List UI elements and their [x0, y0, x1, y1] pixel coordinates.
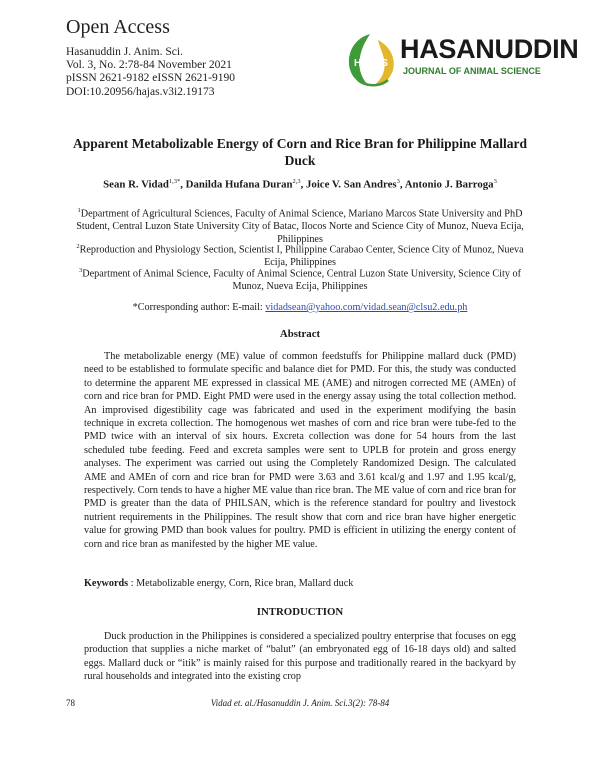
author-affiliation-marker: 1,3*: [168, 178, 181, 185]
keywords-line: [84, 578, 516, 589]
author-name: Sean R. Vidad: [103, 178, 169, 191]
affiliation-number: 2: [76, 243, 80, 250]
affiliation-text: Department of Animal Science, Faculty of Animal Science, Central Luzon State University, Science City of Munoz, Nueva Ecija, Philippines: [82, 268, 521, 293]
corresponding-email-link[interactable]: vidadsean@yahoo.com/vidad.sean@clsu2.edu.ph: [265, 302, 468, 313]
abstract-heading: Abstract: [279, 328, 321, 340]
affiliation-number: 3: [79, 267, 83, 274]
journal-short-name: Hasanuddin J. Anim. Sci.: [66, 46, 183, 58]
author-affiliation-marker: 2,3: [292, 178, 301, 185]
affiliation-number: 1: [77, 207, 81, 214]
introduction-heading: INTRODUCTION: [256, 606, 344, 618]
keywords-label: Keywords: [84, 578, 129, 589]
keywords-text: : Metabolizable energy, Corn, Rice bran, Mallard duck: [128, 578, 354, 589]
affiliation-3: [66, 265, 534, 294]
abstract-body: The metabolizable energy (ME) value of common feedstuffs for Philippine mallard duck (PMD) need to be established to formulate specific and balance diet for PMD. For this, the study was conducted to determine the apparent ME expressed in classical ME (AME) and nitrogen corrected ME (AMEn) of corn and rice bran for PMD. Eight PMD were used in the energy assay using the total collection method. An improvised digestibility cage was fabricated and used in the experiment modifying the basin technique in excreta collection. The homogenous wet mashes of corn and rice bran were tube-fed to the PMD twice with an interval of six hours. Excreta collection was done for 54 hours from the last scheduled tube feeding. Feed and excreta samples were sent to UPLB for protein and gross energy analyses. The experiment was carried out using the Completely Randomized Design. The calculated AME and AMEn of corn and rice bran for PMD were 3.63 and 3.61 kcal/g and 1.97 and 1.95 kcal/g, respectively. Corn tends to have a higher ME value than rice bran. The ME value of corn and rice bran for PMD is greater than the data of PHILSAN, which is the reference standard for poultry and livestock nutrient requirements in the Philippines. The result show that corn and rice bran have higher energetic value for growing PMD than book values for poultry. PMD is efficient in utilizing the energy content of corn and rice bran as manifested by the higher ME value.: [84, 351, 516, 550]
author-affiliation-marker: 3: [396, 178, 400, 185]
introduction-body: Duck production in the Philippines is considered a specialized poultry enterprise that focuses on egg production that supplies a niche market of “balut” (an embryonated egg of 16-18 days old) and salted eggs. Mallard duck or “itik” is mainly raised for this purpose and traditionally reared in the backyard by rural households and integrated into the existing crop: [84, 631, 516, 683]
issn-line: pISSN 2621-9182 eISSN 2621-9190: [66, 72, 235, 85]
affiliation-text: Department of Agricultural Sciences, Faculty of Animal Science, Mariano Marcos State University and PhD Student, Central Luzon State University City of Batac, Ilocos Norte and Science City of Munoz, Nueva Ecija, Philippines: [76, 208, 524, 245]
emblem-text: HAJAS: [354, 58, 388, 69]
corresponding-author: [60, 302, 540, 313]
corresponding-label: *Corresponding author: E-mail:: [132, 302, 266, 313]
footer-citation: Vidad et. al./Hasanuddin J. Anim. Sci.3(2): 78-84: [210, 698, 390, 708]
doi-line: DOI:10.20956/hajas.v3i2.19173: [66, 85, 215, 98]
author-name: Antonio J. Barroga: [404, 178, 494, 191]
author-affiliation-marker: 3: [493, 178, 497, 185]
logo-subtitle: JOURNAL OF ANIMAL SCIENCE: [403, 66, 541, 76]
article-title: Apparent Metabolizable Energy of Corn and Rice Bran for Philippine Mallard Duck: [73, 136, 527, 168]
author-name: Joice V. San Andres: [306, 178, 397, 191]
journal-logo: [344, 30, 579, 92]
author-name: Danilda Hufana Duran: [185, 178, 293, 191]
hajas-emblem-icon: [344, 30, 400, 90]
page-number: 78: [66, 698, 75, 708]
affiliation-text: Reproduction and Physiology Section, Scientist I, Philippine Carabao Center, Science City of Munoz, Nueva Ecija, Philippines: [79, 244, 524, 269]
logo-name: HASANUDDIN: [400, 34, 579, 64]
author-list: Sean R. Vidad$^{1,3*}$, Danilda Hufana Duran$^{2,3}$, Joice V. San Andres$^3$, Antonio J. Barroga$^3$: [103, 178, 497, 191]
journal-info: [66, 46, 235, 99]
open-access-label: Open Access: [66, 16, 170, 38]
volume-line: Vol. 3, No. 2:78-84 November 2021: [66, 59, 232, 72]
